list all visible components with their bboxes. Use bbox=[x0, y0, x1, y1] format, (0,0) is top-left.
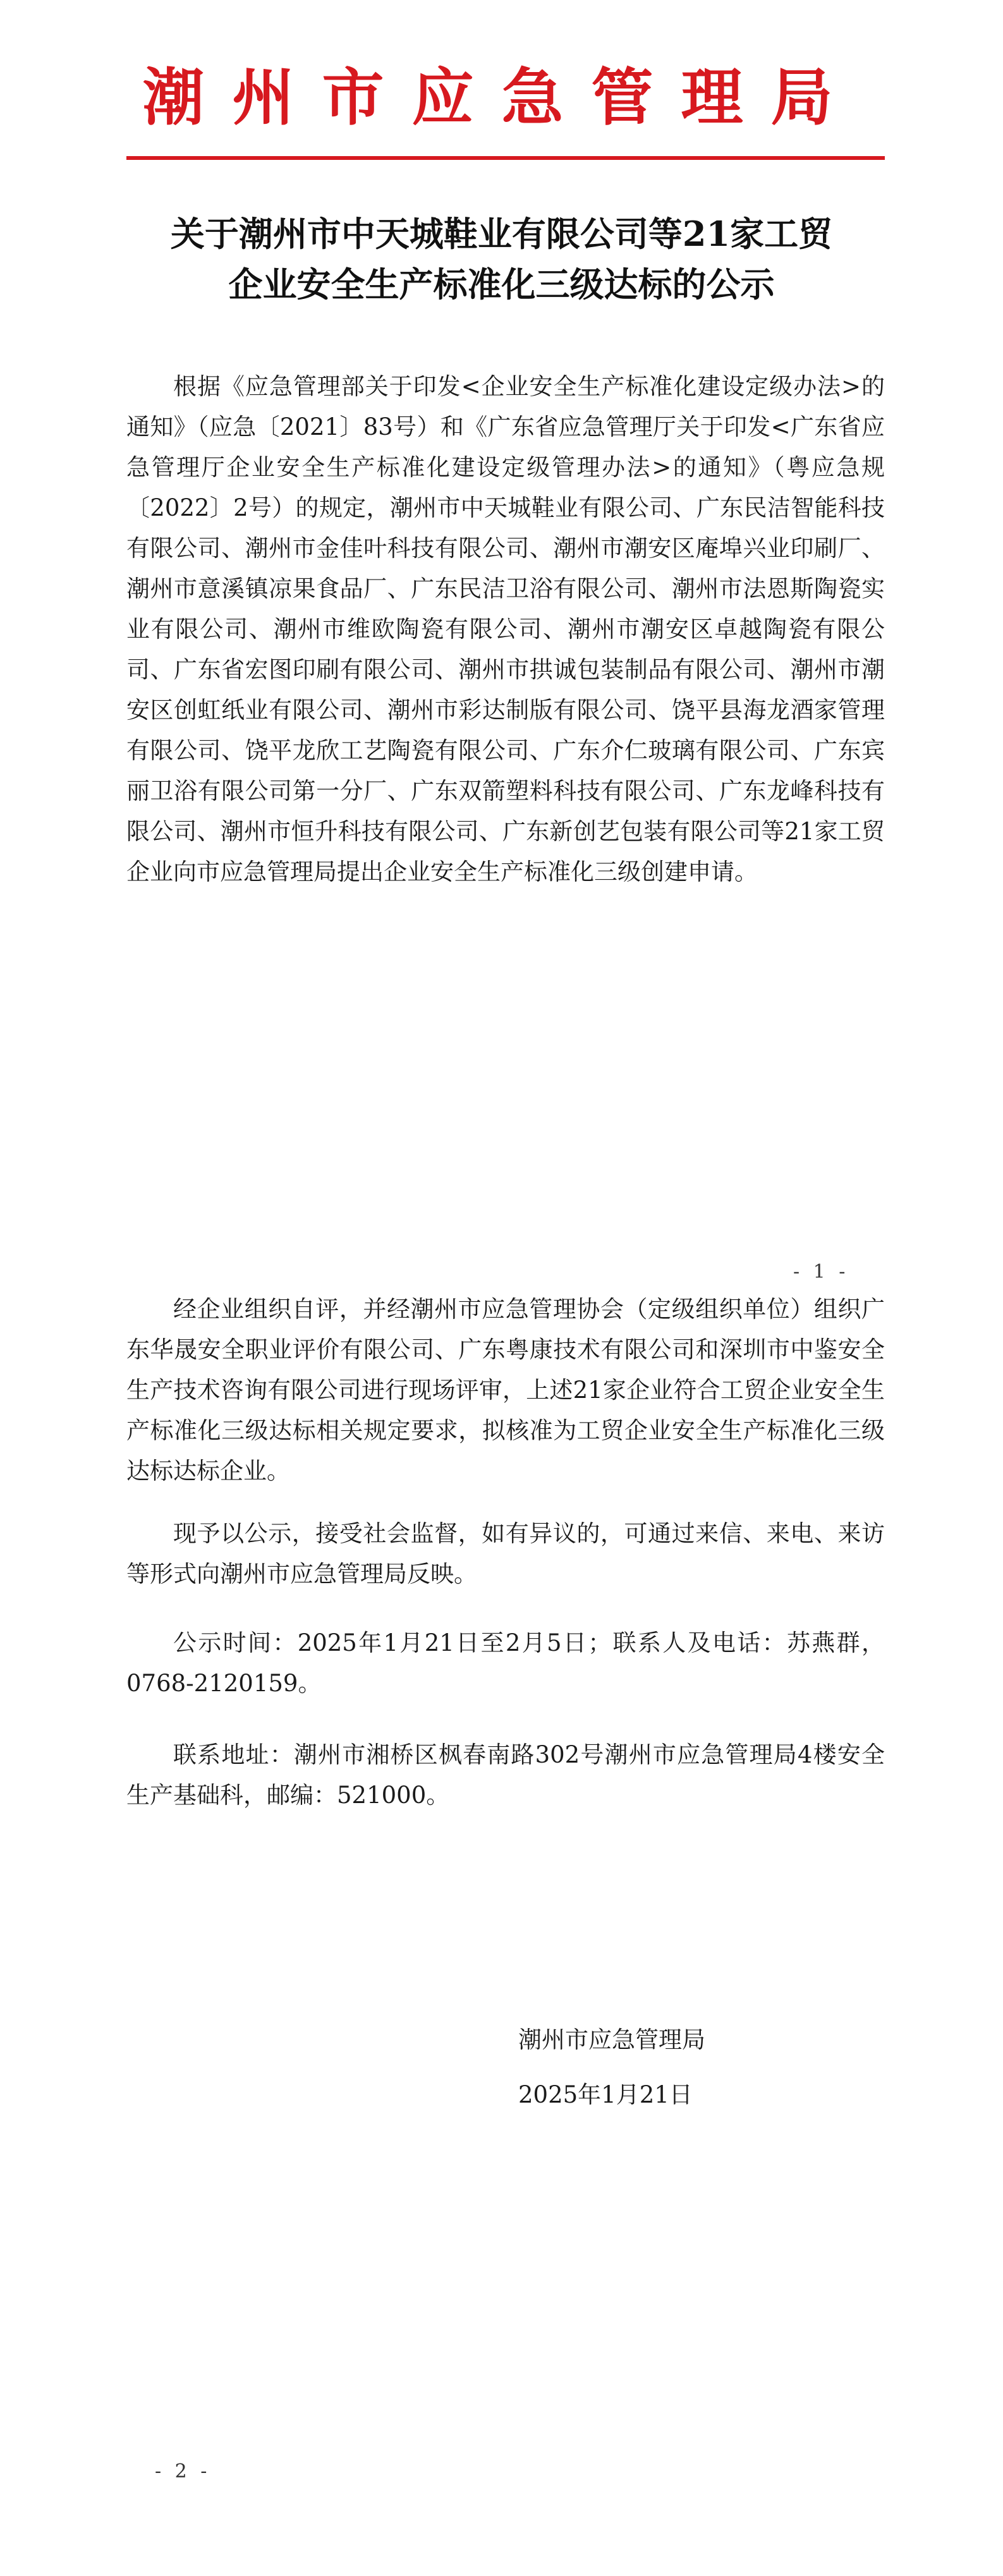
body-paragraph-2: 经企业组织自评，并经潮州市应急管理协会（定级组织单位）组织广东华晟安全职业评价有限公司、广东粤康技术有限公司和深圳市中鉴安全生产技术咨询有限公司进行现场评审，上述21家企业符合工贸企业安全生产标准化三级达标相关规定要求，拟核准为工贸企业安全生产标准化三级达标达标企业。 bbox=[126, 1296, 885, 1485]
header-red-rule bbox=[126, 156, 885, 160]
title-line-1: 关于潮州市中天城鞋业有限公司等21家工贸 bbox=[170, 214, 833, 254]
title-line-2: 企业安全生产标准化三级达标的公示 bbox=[228, 264, 775, 305]
body-paragraph-5: 联系地址：潮州市湘桥区枫春南路302号潮州市应急管理局4楼安全生产基础科，邮编：521000。 bbox=[126, 1741, 885, 1809]
page-number-1: - 1 - bbox=[793, 1261, 849, 1283]
org-header-title: 潮州市应急管理局 bbox=[142, 61, 861, 134]
document-title bbox=[95, 209, 908, 310]
body-paragraph-3: 现予以公示，接受社会监督，如有异议的，可通过来信、来电、来访等形式向潮州市应急管理局反映。 bbox=[126, 1520, 885, 1588]
page-number-2: - 2 - bbox=[155, 2460, 211, 2482]
body-paragraph-4: 公示时间：2025年1月21日至2月5日；联系人及电话：苏燕群，0768-2120159。 bbox=[126, 1629, 885, 1697]
signature-org: 潮州市应急管理局 bbox=[518, 2026, 705, 2053]
body-paragraph-1: 根据《应急管理部关于印发<企业安全生产标准化建设定级办法>的通知》（应急〔2021〕83号）和《广东省应急管理厅关于印发<广东省应急管理厅企业安全生产标准化建设定级管理办法>的通知》（粤应急规〔2022〕2号）的规定，潮州市中天城鞋业有限公司、广东民洁智能科技有限公司、潮州市金佳叶科技有限公司、潮州市潮安区庵埠兴业印刷厂、潮州市意溪镇凉果食品厂、广东民洁卫浴有限公司、潮州市法恩斯陶瓷实业有限公司、潮州市维欧陶瓷有限公司、潮州市潮安区卓越陶瓷有限公司、广东省宏图印刷有限公司、潮州市拱诚包装制品有限公司、潮州市潮安区创虹纸业有限公司、潮州市彩达制版有限公司、饶平县海龙酒家管理有限公司、饶平龙欣工艺陶瓷有限公司、广东介仁玻璃有限公司、广东宾丽卫浴有限公司第一分厂、广东双箭塑料科技有限公司、广东龙峰科技有限公司、潮州市恒升科技有限公司、广东新创艺包装有限公司等21家工贸企业向市应急管理局提出企业安全生产标准化三级创建申请。 bbox=[126, 373, 885, 885]
signature-date: 2025年1月21日 bbox=[518, 2081, 693, 2108]
